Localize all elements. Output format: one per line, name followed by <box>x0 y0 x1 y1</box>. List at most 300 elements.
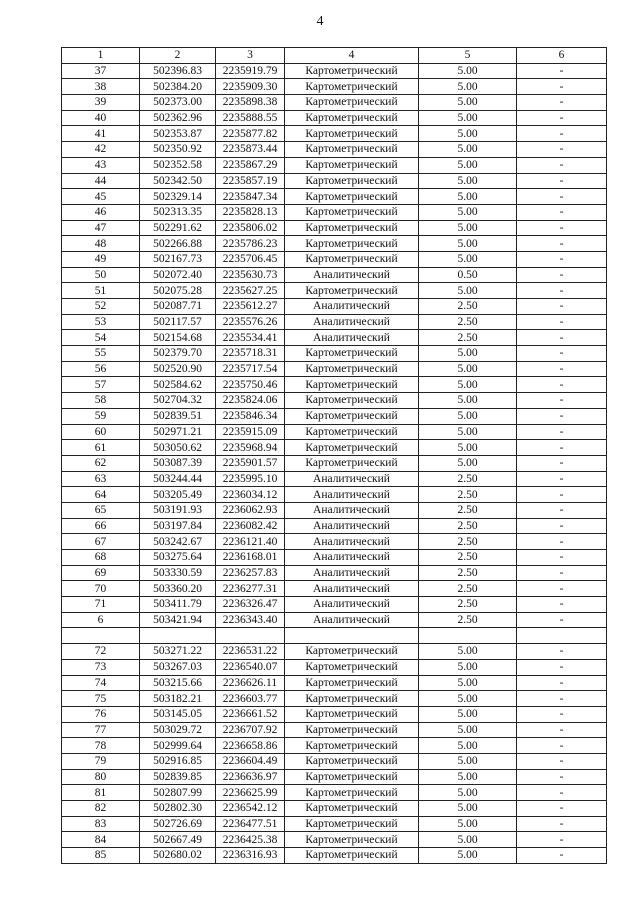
y-coordinate-cell: 2235828.13 <box>216 204 285 220</box>
note-cell: - <box>517 361 607 377</box>
y-coordinate-cell: 2235915.09 <box>216 424 285 440</box>
point-number-cell: 61 <box>62 440 140 456</box>
table-row <box>62 267 607 283</box>
method-cell: Аналитический <box>285 299 419 315</box>
x-coordinate-cell: 502266.88 <box>140 236 216 252</box>
x-coordinate-cell: 502916.85 <box>140 753 216 769</box>
accuracy-cell: 2.50 <box>419 581 517 597</box>
point-number-cell: 62 <box>62 455 140 471</box>
x-coordinate-cell: 502329.14 <box>140 189 216 205</box>
note-cell: - <box>517 79 607 95</box>
method-cell: Картометрический <box>285 785 419 801</box>
method-cell: Аналитический <box>285 550 419 566</box>
method-cell: Аналитический <box>285 612 419 628</box>
method-cell: Картометрический <box>285 251 419 267</box>
point-number-cell: 71 <box>62 597 140 613</box>
note-cell: - <box>517 110 607 126</box>
x-coordinate-cell: 503087.39 <box>140 455 216 471</box>
y-coordinate-cell: 2235877.82 <box>216 126 285 142</box>
note-cell: - <box>517 204 607 220</box>
point-number-cell: 6 <box>62 612 140 628</box>
y-coordinate-cell: 2236707.92 <box>216 722 285 738</box>
point-number-cell: 85 <box>62 848 140 864</box>
y-coordinate-cell: 2235919.79 <box>216 63 285 79</box>
point-number-cell: 64 <box>62 487 140 503</box>
table-row <box>62 251 607 267</box>
table-row <box>62 377 607 393</box>
x-coordinate-cell: 502802.30 <box>140 801 216 817</box>
note-cell: - <box>517 95 607 111</box>
page-number: 4 <box>316 14 324 29</box>
table-row <box>62 502 607 518</box>
method-cell: Картометрический <box>285 63 419 79</box>
point-number-cell: 40 <box>62 110 140 126</box>
y-coordinate-cell: 2235576.26 <box>216 314 285 330</box>
point-number-cell: 72 <box>62 644 140 660</box>
x-coordinate-cell: 502342.50 <box>140 173 216 189</box>
method-cell: Аналитический <box>285 330 419 346</box>
x-coordinate-cell: 503197.84 <box>140 518 216 534</box>
point-number-cell: 80 <box>62 769 140 785</box>
point-number-cell: 42 <box>62 142 140 158</box>
table-row <box>62 753 607 769</box>
x-coordinate-cell: 502313.35 <box>140 204 216 220</box>
method-cell: Картометрический <box>285 848 419 864</box>
note-cell: - <box>517 738 607 754</box>
accuracy-cell: 2.50 <box>419 612 517 628</box>
table-row <box>62 126 607 142</box>
table-row <box>62 361 607 377</box>
accuracy-cell: 5.00 <box>419 79 517 95</box>
accuracy-cell: 2.50 <box>419 565 517 581</box>
note-cell: - <box>517 157 607 173</box>
y-coordinate-cell: 2235909.30 <box>216 79 285 95</box>
y-coordinate-cell: 2236277.31 <box>216 581 285 597</box>
x-coordinate-cell: 503050.62 <box>140 440 216 456</box>
coordinates-table <box>61 47 607 864</box>
method-cell: Картометрический <box>285 110 419 126</box>
note-cell: - <box>517 330 607 346</box>
table-row <box>62 408 607 424</box>
method-cell: Картометрический <box>285 455 419 471</box>
method-cell: Аналитический <box>285 314 419 330</box>
table-row <box>62 440 607 456</box>
point-number-cell <box>62 628 140 644</box>
y-coordinate-cell: 2236034.12 <box>216 487 285 503</box>
method-cell: Картометрический <box>285 204 419 220</box>
x-coordinate-cell: 502087.71 <box>140 299 216 315</box>
x-coordinate-cell: 503029.72 <box>140 722 216 738</box>
x-coordinate-cell: 503242.67 <box>140 534 216 550</box>
method-cell <box>285 628 419 644</box>
note-cell: - <box>517 518 607 534</box>
x-coordinate-cell: 502350.92 <box>140 142 216 158</box>
table-row <box>62 706 607 722</box>
table-row <box>62 330 607 346</box>
accuracy-cell: 2.50 <box>419 314 517 330</box>
table-row <box>62 189 607 205</box>
accuracy-cell: 5.00 <box>419 440 517 456</box>
y-coordinate-cell <box>216 628 285 644</box>
y-coordinate-cell: 2236477.51 <box>216 816 285 832</box>
note-cell: - <box>517 848 607 864</box>
method-cell: Картометрический <box>285 440 419 456</box>
accuracy-cell: 2.50 <box>419 487 517 503</box>
accuracy-cell: 5.00 <box>419 738 517 754</box>
table-row <box>62 769 607 785</box>
table-row <box>62 173 607 189</box>
x-coordinate-cell <box>140 628 216 644</box>
table-row <box>62 534 607 550</box>
table-row <box>62 832 607 848</box>
point-number-cell: 37 <box>62 63 140 79</box>
note-cell: - <box>517 722 607 738</box>
method-cell: Картометрический <box>285 424 419 440</box>
y-coordinate-cell: 2236636.97 <box>216 769 285 785</box>
table-row <box>62 142 607 158</box>
note-cell: - <box>517 644 607 660</box>
method-cell: Картометрический <box>285 126 419 142</box>
y-coordinate-cell: 2235846.34 <box>216 408 285 424</box>
method-cell: Аналитический <box>285 502 419 518</box>
note-cell: - <box>517 691 607 707</box>
point-number-cell: 46 <box>62 204 140 220</box>
note-cell: - <box>517 801 607 817</box>
accuracy-cell: 5.00 <box>419 675 517 691</box>
x-coordinate-cell: 503275.64 <box>140 550 216 566</box>
note-cell: - <box>517 393 607 409</box>
method-cell: Аналитический <box>285 581 419 597</box>
point-number-cell: 76 <box>62 706 140 722</box>
table-row <box>62 565 607 581</box>
note-cell: - <box>517 534 607 550</box>
x-coordinate-cell: 503360.20 <box>140 581 216 597</box>
point-number-cell: 53 <box>62 314 140 330</box>
x-coordinate-cell: 502075.28 <box>140 283 216 299</box>
point-number-cell: 52 <box>62 299 140 315</box>
accuracy-cell: 5.00 <box>419 408 517 424</box>
x-coordinate-cell: 503191.93 <box>140 502 216 518</box>
table-row <box>62 738 607 754</box>
y-coordinate-cell: 2235717.54 <box>216 361 285 377</box>
note-cell: - <box>517 487 607 503</box>
x-coordinate-cell: 502117.57 <box>140 314 216 330</box>
accuracy-cell: 0.50 <box>419 267 517 283</box>
table-row <box>62 471 607 487</box>
accuracy-cell: 5.00 <box>419 346 517 362</box>
x-coordinate-cell: 502584.62 <box>140 377 216 393</box>
note-cell: - <box>517 377 607 393</box>
point-number-cell: 84 <box>62 832 140 848</box>
accuracy-cell: 2.50 <box>419 518 517 534</box>
y-coordinate-cell: 2235534.41 <box>216 330 285 346</box>
y-coordinate-cell: 2235873.44 <box>216 142 285 158</box>
x-coordinate-cell: 502680.02 <box>140 848 216 864</box>
table-body <box>62 63 607 863</box>
point-number-cell: 78 <box>62 738 140 754</box>
x-coordinate-cell: 502291.62 <box>140 220 216 236</box>
point-number-cell: 81 <box>62 785 140 801</box>
accuracy-cell: 5.00 <box>419 785 517 801</box>
header-col-2: 2 <box>140 48 216 64</box>
point-number-cell: 51 <box>62 283 140 299</box>
note-cell: - <box>517 550 607 566</box>
table-row <box>62 644 607 660</box>
note-cell: - <box>517 251 607 267</box>
accuracy-cell: 5.00 <box>419 110 517 126</box>
x-coordinate-cell: 503330.59 <box>140 565 216 581</box>
method-cell: Картометрический <box>285 753 419 769</box>
point-number-cell: 65 <box>62 502 140 518</box>
x-coordinate-cell: 503145.05 <box>140 706 216 722</box>
accuracy-cell: 5.00 <box>419 455 517 471</box>
y-coordinate-cell: 2235750.46 <box>216 377 285 393</box>
table-row <box>62 691 607 707</box>
note-cell: - <box>517 236 607 252</box>
method-cell: Картометрический <box>285 346 419 362</box>
point-number-cell: 56 <box>62 361 140 377</box>
note-cell: - <box>517 173 607 189</box>
method-cell: Аналитический <box>285 518 419 534</box>
accuracy-cell: 2.50 <box>419 534 517 550</box>
method-cell: Картометрический <box>285 189 419 205</box>
y-coordinate-cell: 2236604.49 <box>216 753 285 769</box>
method-cell: Картометрический <box>285 816 419 832</box>
table-row <box>62 848 607 864</box>
table-row <box>62 95 607 111</box>
x-coordinate-cell: 503421.94 <box>140 612 216 628</box>
x-coordinate-cell: 502726.69 <box>140 816 216 832</box>
y-coordinate-cell: 2236661.52 <box>216 706 285 722</box>
y-coordinate-cell: 2236326.47 <box>216 597 285 613</box>
y-coordinate-cell: 2236082.42 <box>216 518 285 534</box>
y-coordinate-cell: 2235627.25 <box>216 283 285 299</box>
accuracy-cell: 5.00 <box>419 644 517 660</box>
y-coordinate-cell: 2235824.06 <box>216 393 285 409</box>
table-row <box>62 110 607 126</box>
point-number-cell: 83 <box>62 816 140 832</box>
y-coordinate-cell: 2235718.31 <box>216 346 285 362</box>
method-cell: Картометрический <box>285 706 419 722</box>
x-coordinate-cell: 503205.49 <box>140 487 216 503</box>
y-coordinate-cell: 2235968.94 <box>216 440 285 456</box>
method-cell: Аналитический <box>285 565 419 581</box>
method-cell: Картометрический <box>285 659 419 675</box>
point-number-cell: 59 <box>62 408 140 424</box>
accuracy-cell: 5.00 <box>419 769 517 785</box>
accuracy-cell: 5.00 <box>419 816 517 832</box>
table-row <box>62 785 607 801</box>
point-number-cell: 43 <box>62 157 140 173</box>
accuracy-cell: 5.00 <box>419 659 517 675</box>
x-coordinate-cell: 502667.49 <box>140 832 216 848</box>
note-cell: - <box>517 189 607 205</box>
y-coordinate-cell: 2235706.45 <box>216 251 285 267</box>
point-number-cell: 69 <box>62 565 140 581</box>
method-cell: Картометрический <box>285 361 419 377</box>
x-coordinate-cell: 502353.87 <box>140 126 216 142</box>
note-cell: - <box>517 471 607 487</box>
accuracy-cell: 5.00 <box>419 691 517 707</box>
x-coordinate-cell: 503182.21 <box>140 691 216 707</box>
y-coordinate-cell: 2236626.11 <box>216 675 285 691</box>
table-row <box>62 283 607 299</box>
y-coordinate-cell: 2236316.93 <box>216 848 285 864</box>
method-cell: Картометрический <box>285 142 419 158</box>
note-cell: - <box>517 283 607 299</box>
point-number-cell: 75 <box>62 691 140 707</box>
method-cell: Картометрический <box>285 79 419 95</box>
x-coordinate-cell: 502072.40 <box>140 267 216 283</box>
accuracy-cell: 5.00 <box>419 63 517 79</box>
table-row <box>62 157 607 173</box>
method-cell: Картометрический <box>285 408 419 424</box>
y-coordinate-cell: 2236603.77 <box>216 691 285 707</box>
x-coordinate-cell: 502704.32 <box>140 393 216 409</box>
method-cell: Картометрический <box>285 769 419 785</box>
accuracy-cell: 5.00 <box>419 424 517 440</box>
y-coordinate-cell: 2236540.07 <box>216 659 285 675</box>
point-number-cell: 41 <box>62 126 140 142</box>
header-col-3: 3 <box>216 48 285 64</box>
accuracy-cell: 5.00 <box>419 251 517 267</box>
note-cell: - <box>517 126 607 142</box>
header-col-4: 4 <box>285 48 419 64</box>
y-coordinate-cell: 2235847.34 <box>216 189 285 205</box>
accuracy-cell: 5.00 <box>419 393 517 409</box>
y-coordinate-cell: 2236531.22 <box>216 644 285 660</box>
accuracy-cell: 5.00 <box>419 142 517 158</box>
y-coordinate-cell: 2236625.99 <box>216 785 285 801</box>
note-cell: - <box>517 769 607 785</box>
table-row <box>62 393 607 409</box>
table-row <box>62 79 607 95</box>
note-cell: - <box>517 424 607 440</box>
table-row <box>62 628 607 644</box>
point-number-cell: 67 <box>62 534 140 550</box>
point-number-cell: 38 <box>62 79 140 95</box>
x-coordinate-cell: 502384.20 <box>140 79 216 95</box>
x-coordinate-cell: 502971.21 <box>140 424 216 440</box>
note-cell: - <box>517 63 607 79</box>
x-coordinate-cell: 502839.85 <box>140 769 216 785</box>
x-coordinate-cell: 502352.58 <box>140 157 216 173</box>
x-coordinate-cell: 502362.96 <box>140 110 216 126</box>
accuracy-cell: 5.00 <box>419 95 517 111</box>
table-row <box>62 612 607 628</box>
point-number-cell: 70 <box>62 581 140 597</box>
method-cell: Картометрический <box>285 832 419 848</box>
x-coordinate-cell: 502839.51 <box>140 408 216 424</box>
table-row <box>62 346 607 362</box>
note-cell: - <box>517 502 607 518</box>
accuracy-cell: 5.00 <box>419 236 517 252</box>
table-row <box>62 220 607 236</box>
y-coordinate-cell: 2236343.40 <box>216 612 285 628</box>
header-col-5: 5 <box>419 48 517 64</box>
table-row <box>62 550 607 566</box>
note-cell: - <box>517 659 607 675</box>
point-number-cell: 66 <box>62 518 140 534</box>
table-row <box>62 299 607 315</box>
y-coordinate-cell: 2235901.57 <box>216 455 285 471</box>
point-number-cell: 58 <box>62 393 140 409</box>
point-number-cell: 79 <box>62 753 140 769</box>
accuracy-cell: 5.00 <box>419 220 517 236</box>
table-row <box>62 722 607 738</box>
accuracy-cell: 5.00 <box>419 204 517 220</box>
accuracy-cell: 2.50 <box>419 597 517 613</box>
method-cell: Картометрический <box>285 157 419 173</box>
y-coordinate-cell: 2236425.38 <box>216 832 285 848</box>
accuracy-cell: 2.50 <box>419 550 517 566</box>
note-cell: - <box>517 565 607 581</box>
accuracy-cell: 5.00 <box>419 801 517 817</box>
accuracy-cell: 5.00 <box>419 189 517 205</box>
method-cell: Картометрический <box>285 377 419 393</box>
accuracy-cell: 2.50 <box>419 502 517 518</box>
accuracy-cell: 5.00 <box>419 848 517 864</box>
table-row <box>62 455 607 471</box>
x-coordinate-cell: 502807.99 <box>140 785 216 801</box>
method-cell: Картометрический <box>285 738 419 754</box>
table-header-row <box>62 48 607 64</box>
table-row <box>62 518 607 534</box>
note-cell <box>517 628 607 644</box>
table-row <box>62 63 607 79</box>
y-coordinate-cell: 2236168.01 <box>216 550 285 566</box>
method-cell: Картометрический <box>285 644 419 660</box>
note-cell: - <box>517 408 607 424</box>
method-cell: Картометрический <box>285 283 419 299</box>
note-cell: - <box>517 785 607 801</box>
method-cell: Картометрический <box>285 95 419 111</box>
method-cell: Картометрический <box>285 173 419 189</box>
point-number-cell: 39 <box>62 95 140 111</box>
point-number-cell: 47 <box>62 220 140 236</box>
y-coordinate-cell: 2236257.83 <box>216 565 285 581</box>
table-row <box>62 816 607 832</box>
method-cell: Аналитический <box>285 487 419 503</box>
table-row <box>62 597 607 613</box>
point-number-cell: 82 <box>62 801 140 817</box>
note-cell: - <box>517 267 607 283</box>
y-coordinate-cell: 2236542.12 <box>216 801 285 817</box>
table-row <box>62 424 607 440</box>
x-coordinate-cell: 502379.70 <box>140 346 216 362</box>
note-cell: - <box>517 455 607 471</box>
note-cell: - <box>517 314 607 330</box>
x-coordinate-cell: 503244.44 <box>140 471 216 487</box>
x-coordinate-cell: 503215.66 <box>140 675 216 691</box>
point-number-cell: 68 <box>62 550 140 566</box>
method-cell: Картометрический <box>285 675 419 691</box>
x-coordinate-cell: 502154.68 <box>140 330 216 346</box>
header-col-6: 6 <box>517 48 607 64</box>
x-coordinate-cell: 503411.79 <box>140 597 216 613</box>
header-col-1: 1 <box>62 48 140 64</box>
table-row <box>62 659 607 675</box>
accuracy-cell: 5.00 <box>419 173 517 189</box>
accuracy-cell: 5.00 <box>419 706 517 722</box>
y-coordinate-cell: 2235867.29 <box>216 157 285 173</box>
y-coordinate-cell: 2235995.10 <box>216 471 285 487</box>
point-number-cell: 48 <box>62 236 140 252</box>
note-cell: - <box>517 832 607 848</box>
method-cell: Картометрический <box>285 220 419 236</box>
note-cell: - <box>517 142 607 158</box>
x-coordinate-cell: 502373.00 <box>140 95 216 111</box>
